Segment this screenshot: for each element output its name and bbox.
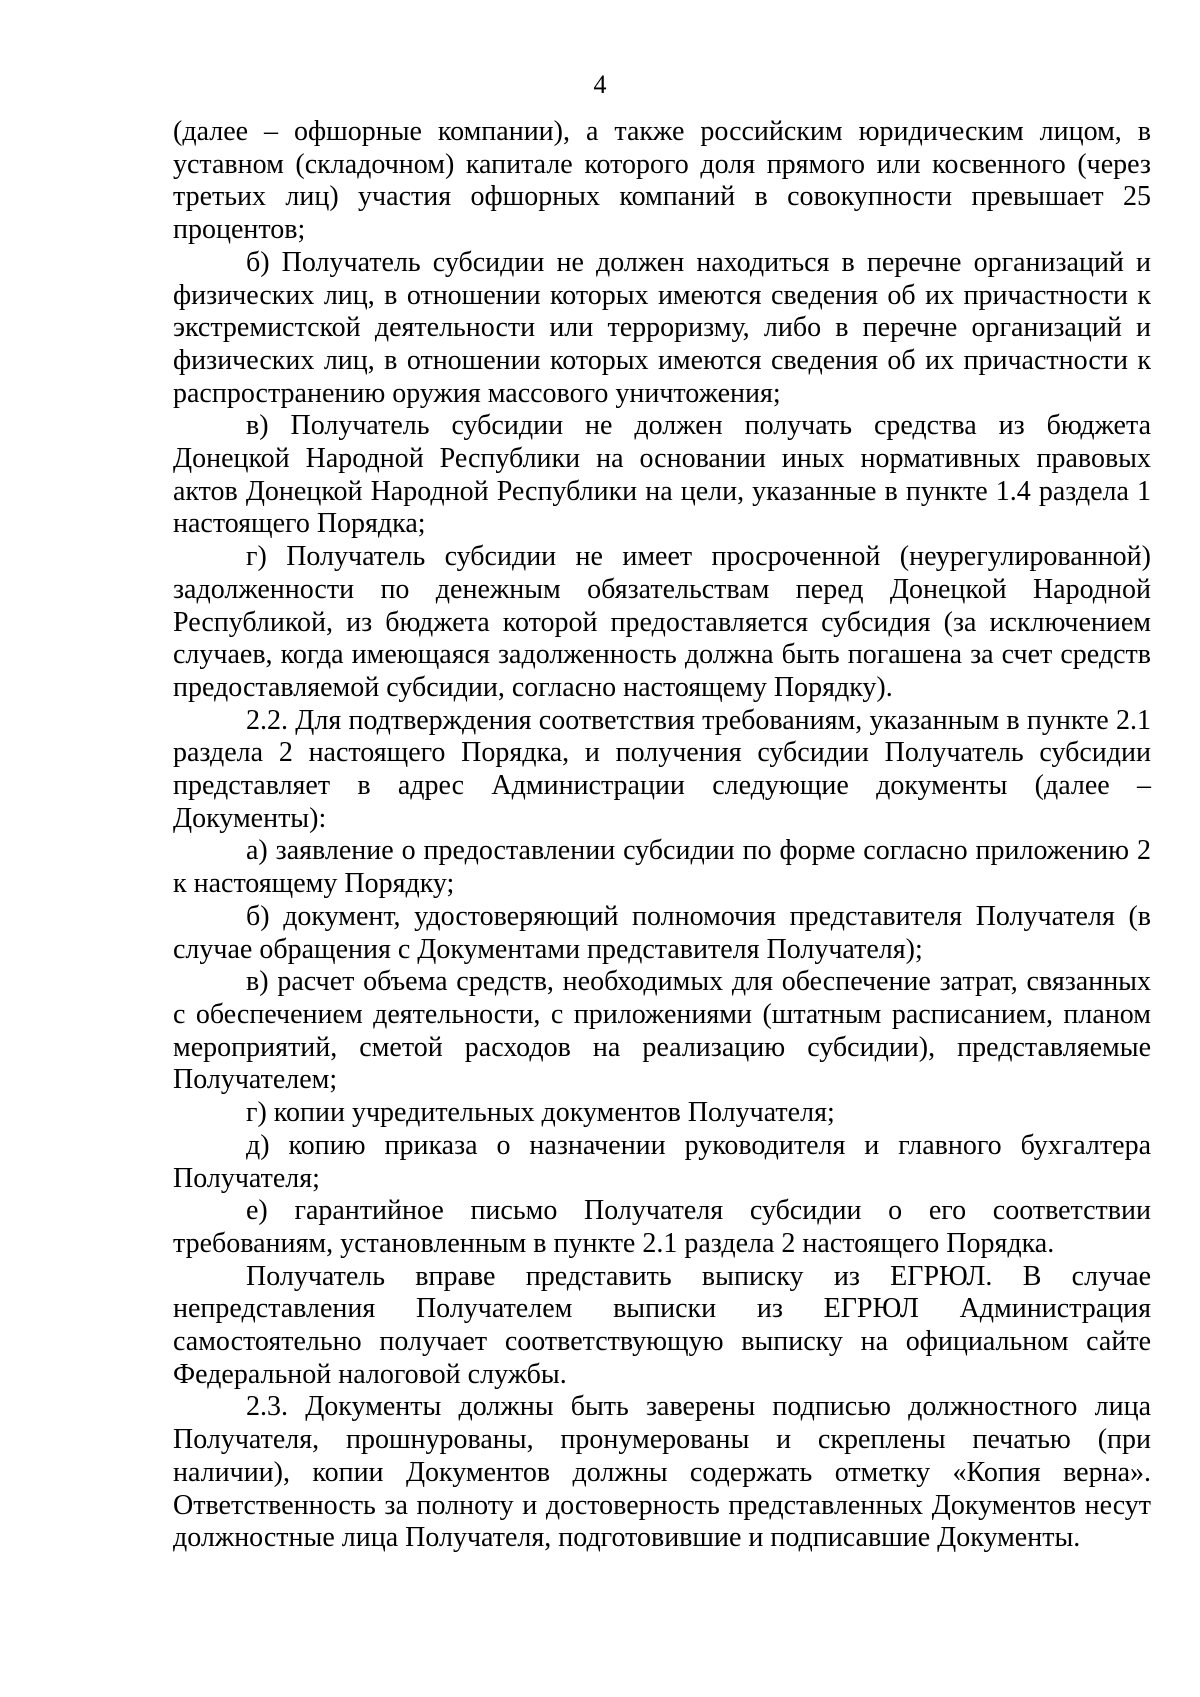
- paragraph-item-e-guarantee-letter: е) гарантийное письмо Получателя субсидии о его соответствии требованиям, установленным в пункте 2.1 раздела 2 настоящего Порядка.: [173, 1195, 1151, 1259]
- paragraph-egrul-extract: Получатель вправе представить выписку из ЕГРЮЛ. В случае непредставления Получателем выписки из ЕГРЮЛ Администрация самостоятельно получает соответствующую выписку на официальном сайте Федеральной налоговой службы.: [173, 1260, 1151, 1390]
- paragraph-item-b-extremism: б) Получатель субсидии не должен находиться в перечне организаций и физических лиц, в отношении которых имеются сведения об их причастности к экстремистской деятельности или терроризму, либо в перечне организаций и физических лиц, в отношении которых имеются сведения об их причастности к распространению оружия массового уничтожения;: [173, 246, 1151, 409]
- document-body: [173, 116, 1151, 1555]
- paragraph-item-a-application: а) заявление о предоставлении субсидии по форме согласно приложению 2 к настоящему Порядку;: [173, 835, 1151, 900]
- paragraph-section-2-2: 2.2. Для подтверждения соответствия требованиям, указанным в пункте 2.1 раздела 2 настоящего Порядка, и получения субсидии Получатель субсидии представляет в адрес Администрации следующие документы (далее – Документы):: [173, 704, 1151, 834]
- paragraph-item-g-debt: г) Получатель субсидии не имеет просроченной (неурегулированной) задолженности по денежным обязательствам перед Донецкой Народной Республикой, из бюджета которой предоставляется субсидия (за исключением случаев, когда имеющаяся задолженность должна быть погашена за счет средств предоставляемой субсидии, согласно настоящему Порядку).: [173, 541, 1151, 703]
- paragraph-item-v-budget: в) Получатель субсидии не должен получать средства из бюджета Донецкой Народной Республики на основании иных нормативных правовых актов Донецкой Народной Республики на цели, указанные в пункте 1.4 раздела 1 настоящего Порядка;: [173, 410, 1151, 540]
- paragraph-section-2-3: 2.3. Документы должны быть заверены подписью должностного лица Получателя, прошнурованы, пронумерованы и скреплены печатью (при наличии), копии Документов должны содержать отметку «Копия верна». Ответственность за полноту и достоверность представленных Документов несут должностные лица Получателя, подготовившие и подписавшие Документы.: [173, 1391, 1151, 1554]
- paragraph-offshore-continuation: (далее – офшорные компании), а также российским юридическим лицом, в уставном (складочном) капитале которого доля прямого или косвенного (через третьих лиц) участия офшорных компаний в совокупности превышает 25 процентов;: [173, 116, 1151, 246]
- paragraph-item-d-appointment-order: д) копию приказа о назначении руководителя и главного бухгалтера Получателя;: [173, 1129, 1151, 1194]
- paragraph-item-g-founding-documents: г) копии учредительных документов Получателя;: [246, 1097, 835, 1129]
- paragraph-item-b-authority-document: б) документ, удостоверяющий полномочия представителя Получателя (в случае обращения с Документами представителя Получателя);: [173, 900, 1151, 965]
- paragraph-item-v-calculation: в) расчет объема средств, необходимых для обеспечение затрат, связанных с обеспечением деятельности, с приложениями (штатным расписанием, планом мероприятий, сметой расходов на реализацию субсидии), представляемые Получателем;: [173, 966, 1151, 1096]
- page-number: 4: [593, 70, 607, 99]
